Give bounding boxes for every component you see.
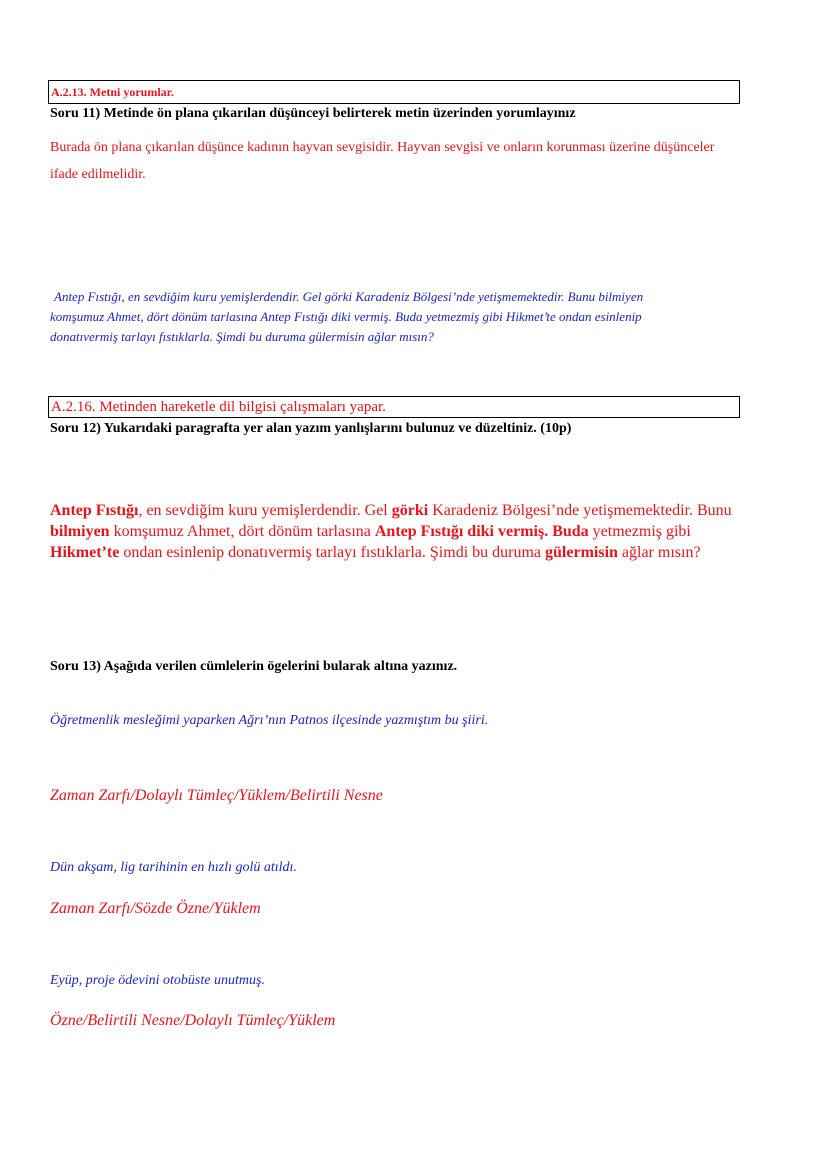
correction-gulermisin: gülermisin [545,544,618,561]
answer-text: ağlar mısın? [617,544,701,561]
question-12: Soru 12) Yukarıdaki paragrafta yer alan yazım yanlışlarını bulunuz ve düzeltiniz. (10p) [50,421,572,436]
answer-12-line1 [50,500,732,521]
objective-2: A.2.16. Metinden hareketle dil bilgisi çalışmaları yapar. [51,399,386,415]
correction-antep-fistigi: Antep Fıstığı [50,502,139,519]
answer-11-line2: ifade edilmelidir. [50,167,146,182]
answer-12-line3 [50,542,732,563]
correction-hikmette: Hikmet’te [50,544,120,561]
sentence-3-answer: Özne/Belirtili Nesne/Dolaylı Tümleç/Yüklem [50,1012,336,1029]
objective-1: A.2.13. Metni yorumlar. [51,85,174,99]
correction-bilmiyen: bilmiyen [50,523,110,540]
question-13: Soru 13) Aşağıda verilen cümlelerin ögelerini bularak altına yazınız. [50,659,458,674]
sentence-3: Eyüp, proje ödevini otobüste unutmuş. [50,973,265,988]
sentence-2-answer: Zaman Zarfı/Sözde Özne/Yüklem [50,900,261,917]
question-11: Soru 11) Metinde ön plana çıkarılan düşünceyi belirterek metin üzerinden yorumlayınız [50,106,576,121]
answer-text: Karadeniz Bölgesi’nde yetişmemektedir. Bunu [428,502,732,519]
correction-gorki: görki [391,502,429,519]
answer-text: . [544,523,553,540]
answer-text: , en sevdiğim kuru yemişlerdendir. Gel [138,502,392,519]
sentence-1: Öğretmenlik mesleğimi yaparken Ağrı’nın Patnos ilçesinde yazmıştım bu şiiri. [50,713,489,728]
sentence-1-answer: Zaman Zarfı/Dolaylı Tümleç/Yüklem/Belirtili Nesne [50,787,383,804]
correction-diki-vermis: Antep Fıstığı diki vermiş [374,523,545,540]
paragraph-line-1: Antep Fıstığı, en sevdiğim kuru yemişlerdendir. Gel görki Karadeniz Bölgesi’nde yetişmemektedir. Bunu bilmiyen [54,289,644,304]
answer-12-line2 [50,521,732,542]
sentence-2: Dün akşam, lig tarihinin en hızlı golü atıldı. [50,860,297,875]
answer-12 [50,500,732,563]
paragraph-line-2: komşumuz Ahmet, dört dönüm tarlasına Antep Fıstığı diki vermiş. Buda yetmezmiş gibi Hikmet’te ondan esinlenip [50,309,642,324]
paragraph-line-3: donatıvermiş tarlayı fıstıklarla. Şimdi bu duruma gülermisin ağlar mısın? [50,329,434,344]
answer-text: ondan esinlenip donatıvermiş tarlayı fıstıklarla. Şimdi bu duruma [119,544,546,561]
answer-11-line1: Burada ön plana çıkarılan düşünce kadının hayvan sevgisidir. Hayvan sevgisi ve onların korunması üzerine düşünceler [50,140,715,155]
correction-buda: Buda [552,523,589,540]
answer-text: yetmezmiş gibi [588,523,691,540]
answer-text: komşumuz Ahmet, dört dönüm tarlasına [109,523,375,540]
